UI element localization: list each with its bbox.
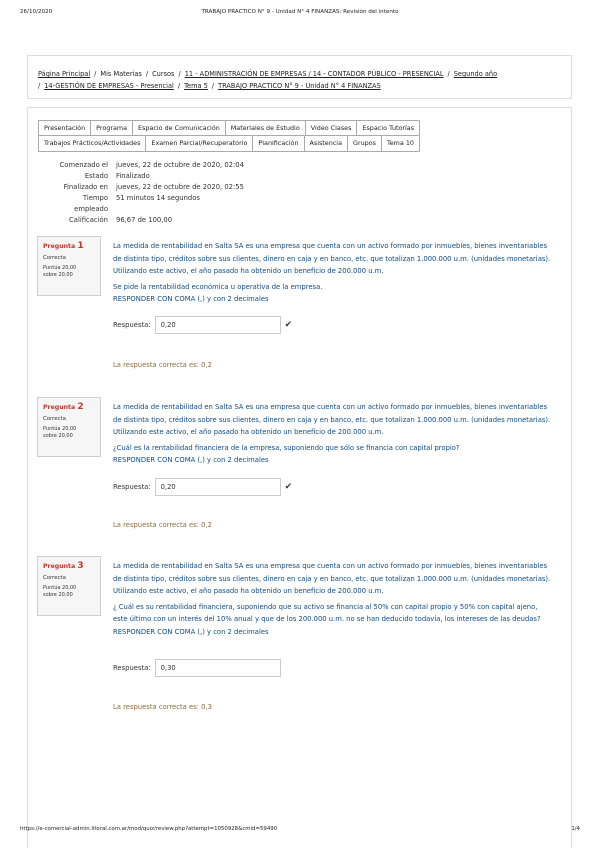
answer-row [113, 316, 292, 334]
summary-finished-label: Finalizado en [63, 183, 108, 191]
breadcrumb-home[interactable]: Página Principal [38, 70, 91, 78]
breadcrumb-year[interactable]: Segundo año [453, 70, 498, 78]
summary-state: Finalizado [116, 172, 150, 180]
answer-input[interactable]: 0,20 [155, 478, 281, 496]
question-number: 1 [77, 241, 84, 251]
correct-answer-feedback: La respuesta correcta es: 0,3 [113, 703, 212, 711]
summary-grade-label: Calificación [69, 216, 108, 224]
question-label: Pregunta [43, 404, 76, 411]
print-date: 26/10/2020 [20, 9, 53, 15]
tab-trabajos-practicos[interactable]: Trabajos Prácticos/Actividades [38, 136, 145, 152]
question-info [37, 556, 101, 616]
summary-grade: 96,67 de 100,00 [116, 216, 173, 224]
answer-label: Respuesta: [113, 321, 151, 329]
breadcrumb-mis-materias: Mis Materias [100, 70, 142, 78]
tab-presentacion[interactable]: Presentación [38, 120, 90, 136]
summary-started: jueves, 22 de octubre de 2020, 02:04 [116, 161, 244, 169]
tab-materiales-estudio[interactable]: Materiales de Estudio [225, 120, 305, 136]
tab-tema-10[interactable]: Tema 10 [381, 136, 420, 152]
breadcrumb-tp[interactable]: TRABAJO PRACTICO N° 9 - Unidad N° 4 FINANZAS [218, 82, 381, 90]
breadcrumb-group[interactable]: 14-GESTIÓN DE EMPRESAS - Presencial [44, 82, 174, 90]
question-statement: La medida de rentabilidad en Salta SA es una empresa que cuenta con un activo formado por inmuebles, bienes inventariables de distinta tipo, créditos sobre sus clientes, dinero en caja y en banco, etc. que totalizan 1.000.000 u.m. (unidades monetarias). Utilizando este activo, el año pasado ha obtenido un beneficio de 200.000 u.m. [113, 242, 551, 275]
question-text [113, 240, 553, 306]
print-page-number: 1/4 [571, 826, 580, 832]
tab-grupos[interactable]: Grupos [347, 136, 381, 152]
question-state: Correcta [43, 416, 66, 422]
breadcrumb: Página Principal / Mis Materias / Cursos / 11 - ADMINISTRACIÓN DE EMPRESAS / 14 - CONTADOR PÚBLICO - PRESENCIAL / Segundo año / 14-GESTIÓN DE EMPRESAS - Presencial / Tema 5 / TRABAJO PRACTICO N° 9 - Unidad N° 4 FINANZAS [38, 70, 498, 90]
question-format: RESPONDER CON COMA (,) y con 2 decimales [113, 456, 269, 464]
question-grade-2: sobre 20,00 [43, 592, 73, 598]
tab-espacio-tutorias[interactable]: Espacio Tutorías [356, 120, 420, 136]
question-state: Correcta [43, 255, 66, 261]
question-ask: Se pide la rentabilidad económica u operativa de la empresa. [113, 282, 323, 291]
question-text [113, 560, 553, 638]
question-info [37, 236, 101, 296]
print-footer [20, 826, 580, 836]
summary-time: 51 minutos 14 segundos [116, 194, 200, 202]
question-label: Pregunta [43, 563, 76, 570]
question-state: Correcta [43, 575, 66, 581]
summary-time-label-2: empleado [74, 205, 108, 213]
tab-planificacion[interactable]: Planificación [252, 136, 303, 152]
question-grade-1: Puntúa 20,00 [43, 585, 77, 591]
tab-espacio-comunicacion[interactable]: Espacio de Comunicación [132, 120, 225, 136]
tab-video-clases[interactable]: Video Clases [305, 120, 357, 136]
correct-answer-feedback: La respuesta correcta es: 0,2 [113, 521, 212, 529]
question-number: 2 [77, 402, 84, 412]
question-info [37, 397, 101, 457]
question-statement: La medida de rentabilidad en Salta SA es una empresa que cuenta con un activo formado por inmuebles, bienes inventariables de distinta tipo, créditos sobre sus clientes, dinero en caja y en banco, etc. que totalizan 1.000.000 u.m. (unidades monetarias). Utilizando este activo, el año pasado ha obtenido un beneficio de 200.000 u.m. [113, 403, 551, 436]
question-text [113, 401, 553, 467]
check-icon: ✔ [284, 320, 293, 330]
question-grade-2: sobre 20,00 [43, 433, 73, 439]
question-grade-1: Puntúa 20,00 [43, 265, 77, 271]
breadcrumb-tema[interactable]: Tema 5 [184, 82, 208, 90]
question-ask: ¿ Cuál es su rentabilidad financiera, suponiendo que su activo se financia al 50% con capital propio y 50% con capital ajeno, este último con un interés del 10% anual y que de los 200.000 u.m. no se han deducido todavía, los intereses de las deudas? [113, 602, 541, 623]
correct-answer-feedback: La respuesta correcta es: 0,2 [113, 361, 212, 369]
question-format: RESPONDER CON COMA (,) y con 2 decimales [113, 295, 269, 303]
attempt-summary [38, 160, 244, 226]
tab-row-1 [38, 120, 478, 136]
tab-examen-parcial[interactable]: Examen Parcial/Recuperatorio [145, 136, 252, 152]
breadcrumb-box [27, 55, 572, 99]
summary-started-label: Comenzado el [59, 161, 108, 169]
summary-finished: jueves, 22 de octubre de 2020, 02:55 [116, 183, 244, 191]
tab-programa[interactable]: Programa [90, 120, 132, 136]
summary-time-label-1: Tiempo [82, 194, 108, 202]
answer-input[interactable]: 0,20 [155, 316, 281, 334]
answer-row [113, 478, 292, 496]
summary-state-label: Estado [84, 172, 108, 180]
breadcrumb-course[interactable]: 11 - ADMINISTRACIÓN DE EMPRESAS / 14 - CONTADOR PÚBLICO - PRESENCIAL [184, 70, 444, 78]
question-label: Pregunta [43, 243, 76, 250]
answer-row [113, 659, 281, 677]
print-header [20, 9, 580, 21]
question-format: RESPONDER CON COMA (,) y con 2 decimales [113, 627, 269, 636]
print-url: https://e-comercial-admin.litoral.com.ar/mod/quiz/review.php?attempt=1050928&cmid=59490 [20, 826, 278, 832]
answer-label: Respuesta: [113, 483, 151, 491]
answer-label: Respuesta: [113, 664, 151, 672]
check-icon: ✔ [284, 482, 293, 492]
breadcrumb-cursos: Cursos [152, 70, 175, 78]
answer-input[interactable]: 0,30 [155, 659, 281, 677]
tab-row-2 [38, 136, 478, 152]
question-ask: ¿Cuál es la rentabilidad financiera de la empresa, suponiendo que sólo se financia con capital propio? [113, 443, 460, 452]
question-statement: La medida de rentabilidad en Salta SA es una empresa que cuenta con un activo formado por inmuebles, bienes inventariables de distinta tipo, créditos sobre sus clientes, dinero en caja y en banco, etc. que totalizan 1.000.000 u.m. (unidades monetarias). Utilizando este activo, el año pasado ha obtenido un beneficio de 200.000 u.m. [113, 562, 551, 595]
question-number: 3 [77, 561, 84, 571]
print-title: TRABAJO PRACTICO N° 9 - Unidad N° 4 FINANZAS: Revisión del intento [201, 9, 399, 15]
question-grade-2: sobre 20,00 [43, 272, 73, 278]
question-grade-1: Puntúa 20,00 [43, 426, 77, 432]
course-tabs [38, 120, 478, 152]
tab-asistencia[interactable]: Asistencia [304, 136, 348, 152]
